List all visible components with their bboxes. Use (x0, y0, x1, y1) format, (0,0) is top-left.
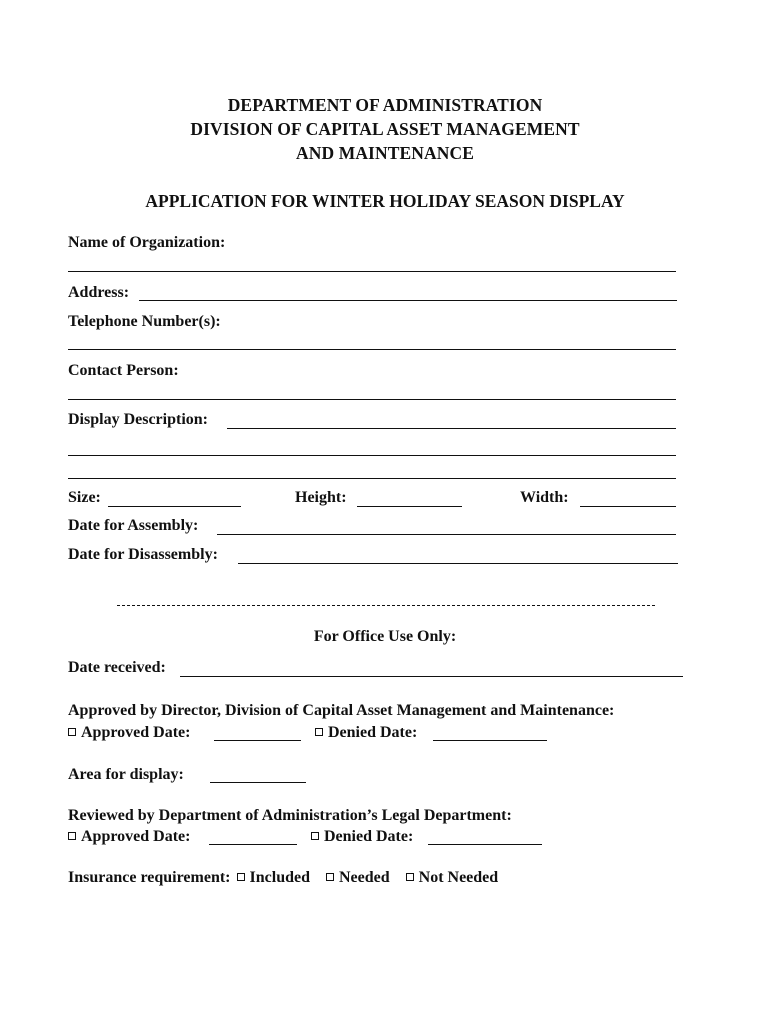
height-field[interactable] (357, 506, 462, 507)
contact-label: Contact Person: (68, 362, 179, 379)
legal-denied-checkbox[interactable] (311, 832, 319, 840)
needed-label: Needed (338, 869, 390, 886)
department-heading: DEPARTMENT OF ADMINISTRATION (227, 95, 543, 115)
separator (117, 605, 655, 606)
address-label: Address: (68, 284, 130, 301)
legal-denied-row (311, 827, 413, 847)
approved-date-field[interactable] (214, 740, 301, 741)
not-needed-checkbox[interactable] (406, 873, 414, 881)
legal-approved-row (68, 827, 190, 847)
date-received-field[interactable] (180, 676, 683, 677)
director-approval-label: Approved by Director, Division of Capital Asset Management and Maintenance: (68, 702, 615, 719)
denied-checkbox[interactable] (315, 728, 323, 736)
approved-checkbox[interactable] (68, 728, 76, 736)
included-label: Included (249, 869, 310, 886)
description-field-line-3[interactable] (68, 478, 676, 479)
division-heading-cont: AND MAINTENANCE (296, 143, 474, 163)
denied-date-label: Denied Date: (328, 724, 418, 741)
legal-approved-checkbox[interactable] (68, 832, 76, 840)
description-field[interactable] (227, 428, 676, 429)
legal-denied-date-label: Denied Date: (324, 828, 414, 845)
disassembly-label: Date for Disassembly: (68, 546, 218, 563)
assembly-field[interactable] (217, 534, 676, 535)
area-label: Area for display: (68, 766, 184, 783)
division-heading: DIVISION OF CAPITAL ASSET MANAGEMENT (190, 119, 580, 139)
office-use-heading: For Office Use Only: (313, 628, 457, 645)
included-checkbox[interactable] (237, 873, 245, 881)
telephone-field[interactable] (68, 349, 676, 350)
area-field[interactable] (210, 782, 306, 783)
width-label: Width: (520, 489, 569, 506)
insurance-row (68, 868, 498, 888)
legal-denied-date-field[interactable] (428, 844, 542, 845)
description-field-line-2[interactable] (68, 455, 676, 456)
legal-review-label: Reviewed by Department of Administration’s Legal Department: (68, 807, 512, 824)
width-field[interactable] (580, 506, 676, 507)
organization-field[interactable] (68, 271, 676, 272)
legal-approved-date-label: Approved Date: (81, 828, 191, 845)
disassembly-field[interactable] (238, 563, 678, 564)
size-label: Size: (68, 489, 101, 506)
date-received-label: Date received: (68, 659, 166, 676)
needed-checkbox[interactable] (326, 873, 334, 881)
address-field[interactable] (139, 300, 677, 301)
assembly-label: Date for Assembly: (68, 517, 199, 534)
not-needed-label: Not Needed (418, 869, 499, 886)
approved-date-label: Approved Date: (81, 724, 191, 741)
denied-date-field[interactable] (433, 740, 547, 741)
height-label: Height: (295, 489, 347, 506)
telephone-label: Telephone Number(s): (68, 313, 221, 330)
insurance-label: Insurance requirement: (68, 869, 231, 886)
form-title: APPLICATION FOR WINTER HOLIDAY SEASON DISPLAY (145, 191, 625, 211)
size-field[interactable] (108, 506, 241, 507)
contact-field[interactable] (68, 399, 676, 400)
legal-approved-date-field[interactable] (209, 844, 297, 845)
director-approved-row (68, 723, 190, 743)
description-label: Display Description: (68, 411, 208, 428)
director-denied-row (315, 723, 417, 743)
organization-label: Name of Organization: (68, 234, 226, 251)
